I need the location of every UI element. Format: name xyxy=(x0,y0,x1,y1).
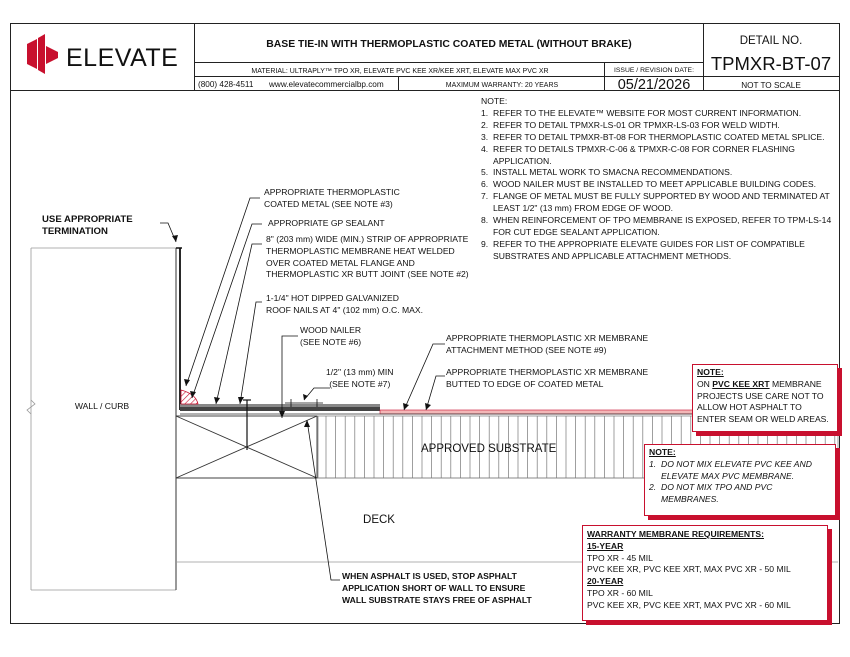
note-line: INSTALL METAL WORK TO SMACNA RECOMMENDATIONS. xyxy=(493,167,733,178)
detail-label: DETAIL NO. xyxy=(739,35,803,47)
note-number: 2. xyxy=(481,119,489,130)
note-number: 4. xyxy=(481,143,489,154)
note-item xyxy=(481,179,833,191)
brand-name: ELEVATE xyxy=(66,44,179,72)
callout-butted: APPROPRIATE THERMOPLASTIC XR MEMBRANE BUTTED TO EDGE OF COATED METAL xyxy=(446,367,649,389)
no-mix-item-2: 2. DO NOT MIX TPO AND PVC MEMBRANES. xyxy=(649,482,773,505)
no-mix-item-1: 1. DO NOT MIX ELEVATE PVC KEE AND ELEVATE MAX PVC MEMBRANE. xyxy=(649,458,812,481)
note-line: REFER TO THE APPROPRIATE ELEVATE GUIDES FOR LIST OF COMPATIBLE xyxy=(493,238,805,249)
note-item xyxy=(481,239,833,263)
note-number: 9. xyxy=(481,238,489,249)
note-line: FOR CUT EDGE SEALANT APPLICATION. xyxy=(493,226,660,237)
note-number: 1. xyxy=(481,107,489,118)
note-item xyxy=(481,108,833,120)
warranty-requirements-box: WARRANTY MEMBRANE REQUIREMENTS: 15-YEAR TPO XR - 45 MIL PVC KEE XR, PVC KEE XRT, MAX PVC XR - 50 MIL 20-YEAR TPO XR - 60 MIL PVC KEE XR, PVC KEE XRT, MAX PVC XR - 60 MIL xyxy=(582,525,828,621)
issue-label: ISSUE / REVISION DATE: xyxy=(614,67,694,74)
note-box-no-mix: NOTE: 1. DO NOT MIX ELEVATE PVC KEE AND ELEVATE MAX PVC MEMBRANE. 2. DO NOT MIX TPO AND PVC MEMBRANES. xyxy=(644,444,836,516)
callout-membrane-strip: 8" (203 mm) WIDE (MIN.) STRIP OF APPROPRIATE THERMOPLASTIC MEMBRANE HEAT WELDED OVER COATED METAL FLANGE AND THERMOPLASTIC XR BUTT JOINT (SEE NOTE #2) xyxy=(266,234,469,280)
notes-list xyxy=(481,108,833,263)
callout-coated-metal: APPROPRIATE THERMOPLASTIC COATED METAL (SEE NOTE #3) xyxy=(264,187,400,209)
note-number: 6. xyxy=(481,179,489,190)
elevate-logo-icon xyxy=(27,34,58,74)
note-box-kee-xrt: NOTE: ON PVC KEE XRT MEMBRANE PROJECTS USE CARE NOT TO ALLOW HOT ASPHALT TO ENTER SEAM OR WELD AREAS. xyxy=(692,364,838,432)
note-item xyxy=(481,191,833,215)
notes-heading: NOTE: xyxy=(481,96,508,106)
note-line: FLANGE OF METAL MUST BE FULLY SUPPORTED BY WOOD AND TERMINATED AT xyxy=(493,191,830,202)
website-link[interactable]: www.elevatecommercialbp.com xyxy=(269,80,384,89)
note-line: REFER TO DETAILS TPMXR-C-06 & TPMXR-C-08 FOR CORNER FLASHING xyxy=(493,143,795,154)
phone-number: (800) 428-4511 xyxy=(198,80,254,89)
scale-note: NOT TO SCALE xyxy=(741,81,801,90)
detail-title: BASE TIE-IN WITH THERMOPLASTIC COATED METAL (WITHOUT BRAKE) xyxy=(266,39,632,50)
material-line: MATERIAL: ULTRAPLY™ TPO XR, ELEVATE PVC KEE XR/KEE XRT, ELEVATE MAX PVC XR xyxy=(251,68,549,75)
callout-min-distance: 1/2" (13 mm) MIN (SEE NOTE #7) xyxy=(326,367,394,389)
note-line: REFER TO DETAIL TPMXR-LS-01 OR TPMXR-LS-03 FOR WELD WIDTH. xyxy=(493,119,780,130)
note-item xyxy=(481,167,833,179)
callout-wood-nailer: WOOD NAILER (SEE NOTE #6) xyxy=(300,325,362,347)
note-line: SUBSTRATES AND APPLICABLE ATTACHMENT METHODS. xyxy=(493,250,732,261)
detail-number: TPMXR-BT-07 xyxy=(710,53,832,74)
callout-termination: USE APPROPRIATE TERMINATION xyxy=(42,214,133,237)
note-line: APPLICATION. xyxy=(493,155,552,166)
coated-metal-flange xyxy=(180,407,380,411)
issue-date: 05/21/2026 xyxy=(617,77,691,93)
note-line: REFER TO THE ELEVATE™ WEBSITE FOR MOST CURRENT INFORMATION. xyxy=(493,107,802,118)
note-number: 3. xyxy=(481,131,489,142)
callout-roof-nails: 1-1/4" HOT DIPPED GALVANIZED ROOF NAILS AT 4" (102 mm) O.C. MAX. xyxy=(266,293,423,315)
substrate-label: APPROVED SUBSTRATE xyxy=(421,443,557,455)
note-number: 7. xyxy=(481,191,489,202)
note-item xyxy=(481,132,833,144)
wall-label: WALL / CURB xyxy=(74,401,130,411)
note-item xyxy=(481,215,833,239)
note-line: REFER TO DETAIL TPMXR-BT-08 FOR THERMOPLASTIC COATED METAL SPLICE. xyxy=(493,131,825,142)
note-item xyxy=(481,144,833,168)
note-line: WOOD NAILER MUST BE INSTALLED TO MEET APPLICABLE BUILDING CODES. xyxy=(493,179,816,190)
callout-sealant: APPROPRIATE GP SEALANT xyxy=(268,218,385,228)
membrane-strip xyxy=(180,404,380,407)
general-notes xyxy=(481,96,833,263)
note-number: 5. xyxy=(481,167,489,178)
note-item xyxy=(481,120,833,132)
callout-attachment: APPROPRIATE THERMOPLASTIC XR MEMBRANE ATTACHMENT METHOD (SEE NOTE #9) xyxy=(446,333,649,355)
callout-asphalt: WHEN ASPHALT IS USED, STOP ASPHALT APPLICATION SHORT OF WALL TO ENSURE WALL SUBSTRATE STAYS FREE OF ASPHALT xyxy=(342,571,532,605)
max-warranty: MAXIMUM WARRANTY: 20 YEARS xyxy=(445,82,559,89)
wall-curb xyxy=(27,248,176,590)
note-line: LEAST 1/2" (13 mm) FROM EDGE OF WOOD. xyxy=(493,203,674,214)
note-line: WHEN REINFORCEMENT OF TPO MEMBRANE IS EXPOSED, REFER TO TPM-LS-14 xyxy=(493,215,832,226)
deck-label: DECK xyxy=(363,514,395,526)
note-number: 8. xyxy=(481,215,489,226)
